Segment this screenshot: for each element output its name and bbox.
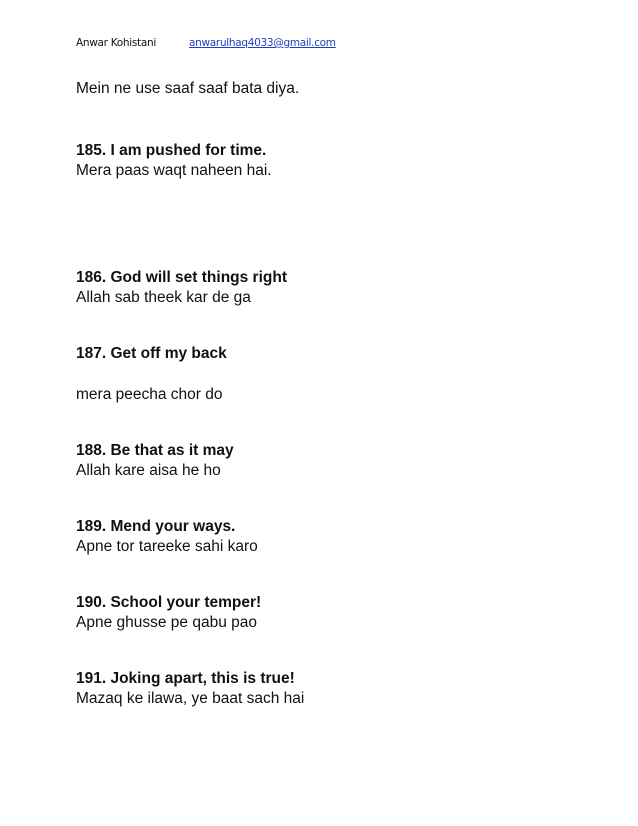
entry-188-translation: Allah kare aisa he ho — [76, 462, 221, 479]
entry-191-translation: Mazaq ke ilawa, ye baat sach hai — [76, 690, 305, 707]
entry-185-heading: 185. I am pushed for time. — [76, 142, 267, 159]
entry-187-translation: mera peecha chor do — [76, 386, 223, 403]
author-name: Anwar Kohistani — [76, 37, 156, 49]
entry-190-heading: 190. School your temper! — [76, 594, 262, 611]
page-header — [76, 37, 336, 49]
author-email-link[interactable]: anwarulhaq4033@gmail.com — [189, 37, 336, 49]
entry-186-translation: Allah sab theek kar de ga — [76, 289, 251, 306]
entry-191-heading: 191. Joking apart, this is true! — [76, 670, 295, 687]
entry-188-heading: 188. Be that as it may — [76, 442, 234, 459]
entry-190-translation: Apne ghusse pe qabu pao — [76, 614, 257, 631]
intro-translation: Mein ne use saaf saaf bata diya. — [76, 80, 300, 97]
entry-185-translation: Mera paas waqt naheen hai. — [76, 162, 272, 179]
entry-187-heading: 187. Get off my back — [76, 345, 227, 362]
entry-186-heading: 186. God will set things right — [76, 269, 287, 286]
entry-189-heading: 189. Mend your ways. — [76, 518, 236, 535]
entry-189-translation: Apne tor tareeke sahi karo — [76, 538, 258, 555]
